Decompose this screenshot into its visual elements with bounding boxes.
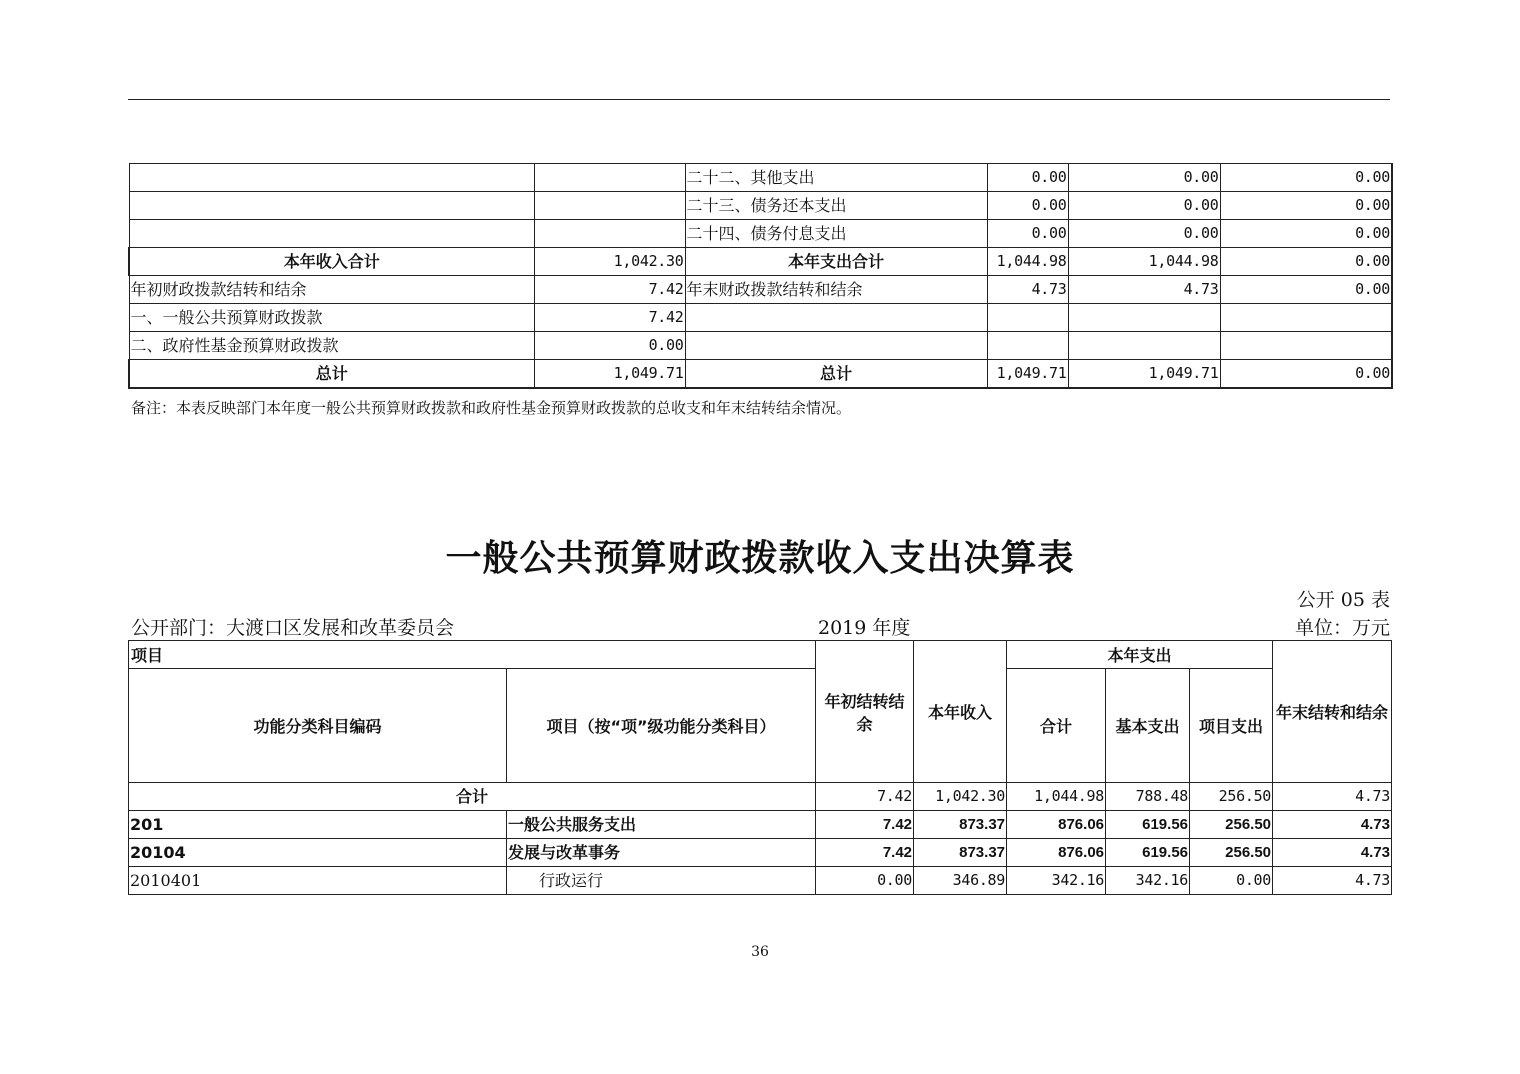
expense-total: 0.00	[987, 192, 1068, 220]
cell-begin: 0.00	[816, 867, 914, 895]
income-amount: 7.42	[534, 304, 685, 332]
table-note: 备注：本表反映部门本年度一般公共预算财政拨款和政府性基金预算财政拨款的总收支和年末结转结余情况。	[131, 399, 852, 417]
cell-total: 342.16	[1007, 867, 1106, 895]
cell-project: 256.50	[1190, 811, 1273, 839]
table-row	[129, 332, 1392, 360]
header-basic: 基本支出	[1106, 669, 1190, 783]
expense-fund	[1220, 304, 1392, 332]
income-amount: 0.00	[534, 332, 685, 360]
header-total: 合计	[1007, 669, 1106, 783]
expense-fund: 0.00	[1220, 164, 1392, 192]
cell-begin: 7.42	[816, 783, 914, 811]
header-begin: 年初结转结余	[816, 641, 914, 783]
expense-total	[987, 332, 1068, 360]
expense-general: 0.00	[1068, 220, 1220, 248]
cell-basic: 619.56	[1106, 839, 1190, 867]
expense-item: 二十二、其他支出	[685, 164, 987, 192]
cell-end: 4.73	[1273, 811, 1392, 839]
income-amount: 7.42	[534, 276, 685, 304]
cell-begin: 7.42	[816, 839, 914, 867]
cell-end: 4.73	[1273, 839, 1392, 867]
table-row	[129, 276, 1392, 304]
expense-item: 本年支出合计	[685, 248, 987, 276]
table-row	[129, 248, 1392, 276]
cell-code: 20104	[129, 839, 507, 867]
expense-general: 1,049.71	[1068, 360, 1220, 389]
income-item: 本年收入合计	[129, 248, 534, 276]
income-amount: 1,049.71	[534, 360, 685, 389]
department-label: 公开部门：大渡口区发展和改革委员会	[131, 617, 455, 639]
header-rule	[128, 99, 1390, 100]
income-item: 一、一般公共预算财政拨款	[129, 304, 534, 332]
summary-table	[128, 163, 1393, 389]
expense-item: 二十三、债务还本支出	[685, 192, 987, 220]
expense-fund: 0.00	[1220, 248, 1392, 276]
income-amount	[534, 220, 685, 248]
header-row	[129, 669, 1392, 783]
cell-project: 256.50	[1190, 839, 1273, 867]
expense-general: 0.00	[1068, 164, 1220, 192]
income-item	[129, 164, 534, 192]
cell-total: 876.06	[1007, 811, 1106, 839]
cell-basic: 342.16	[1106, 867, 1190, 895]
total-row	[129, 783, 1392, 811]
expense-fund: 0.00	[1220, 360, 1392, 389]
expense-total: 0.00	[987, 220, 1068, 248]
cell-end: 4.73	[1273, 867, 1392, 895]
expense-general: 1,044.98	[1068, 248, 1220, 276]
income-item: 年初财政拨款结转和结余	[129, 276, 534, 304]
cell-income: 346.89	[914, 867, 1007, 895]
expense-total: 0.00	[987, 164, 1068, 192]
expense-item	[685, 304, 987, 332]
expense-total: 4.73	[987, 276, 1068, 304]
expense-general	[1068, 332, 1220, 360]
cell-basic: 619.56	[1106, 811, 1190, 839]
cell-income: 873.37	[914, 839, 1007, 867]
header-code: 功能分类科目编码	[129, 669, 507, 783]
expense-total	[987, 304, 1068, 332]
header-expense-group: 本年支出	[1007, 641, 1273, 669]
expense-item: 总计	[685, 360, 987, 389]
table-row	[129, 811, 1392, 839]
cell-end: 4.73	[1273, 783, 1392, 811]
year-label: 2019 年度	[818, 617, 911, 639]
cell-total: 1,044.98	[1007, 783, 1106, 811]
budget-table	[128, 640, 1392, 895]
table-row	[129, 304, 1392, 332]
expense-fund: 0.00	[1220, 192, 1392, 220]
cell-begin: 7.42	[816, 811, 914, 839]
expense-item	[685, 332, 987, 360]
income-item: 二、政府性基金预算财政拨款	[129, 332, 534, 360]
expense-fund: 0.00	[1220, 220, 1392, 248]
cell-basic: 788.48	[1106, 783, 1190, 811]
cell-project: 0.00	[1190, 867, 1273, 895]
income-item	[129, 220, 534, 248]
page-title: 一般公共预算财政拨款收入支出决算表	[445, 538, 1075, 579]
form-code: 公开 05 表	[1296, 589, 1390, 611]
expense-total: 1,049.71	[987, 360, 1068, 389]
page-number: 36	[751, 944, 769, 960]
table-row	[129, 164, 1392, 192]
expense-item: 年末财政拨款结转和结余	[685, 276, 987, 304]
cell-project: 256.50	[1190, 783, 1273, 811]
header-income: 本年收入	[914, 641, 1007, 783]
cell-code: 2010401	[129, 867, 507, 895]
unit-label: 单位：万元	[1294, 617, 1390, 639]
header-row	[129, 641, 1392, 669]
expense-item: 二十四、债务付息支出	[685, 220, 987, 248]
income-item	[129, 192, 534, 220]
expense-general: 4.73	[1068, 276, 1220, 304]
table-row	[129, 360, 1392, 389]
cell-name: 一般公共服务支出	[507, 811, 816, 839]
income-amount	[534, 192, 685, 220]
table-row	[129, 220, 1392, 248]
header-project: 项目支出	[1190, 669, 1273, 783]
expense-fund	[1220, 332, 1392, 360]
cell-income: 1,042.30	[914, 783, 1007, 811]
expense-general	[1068, 304, 1220, 332]
cell-name: 发展与改革事务	[507, 839, 816, 867]
expense-fund: 0.00	[1220, 276, 1392, 304]
income-amount	[534, 164, 685, 192]
income-amount: 1,042.30	[534, 248, 685, 276]
cell-total: 876.06	[1007, 839, 1106, 867]
header-name: 项目（按“项”级功能分类科目）	[507, 669, 816, 783]
table-row	[129, 192, 1392, 220]
total-label: 合计	[129, 783, 816, 811]
income-item: 总计	[129, 360, 534, 389]
table-row	[129, 867, 1392, 895]
header-end: 年末结转和结余	[1273, 641, 1392, 783]
header-item: 项目	[129, 641, 816, 669]
expense-general: 0.00	[1068, 192, 1220, 220]
cell-code: 201	[129, 811, 507, 839]
table-row	[129, 839, 1392, 867]
cell-name: 行政运行	[507, 867, 816, 895]
cell-income: 873.37	[914, 811, 1007, 839]
expense-total: 1,044.98	[987, 248, 1068, 276]
